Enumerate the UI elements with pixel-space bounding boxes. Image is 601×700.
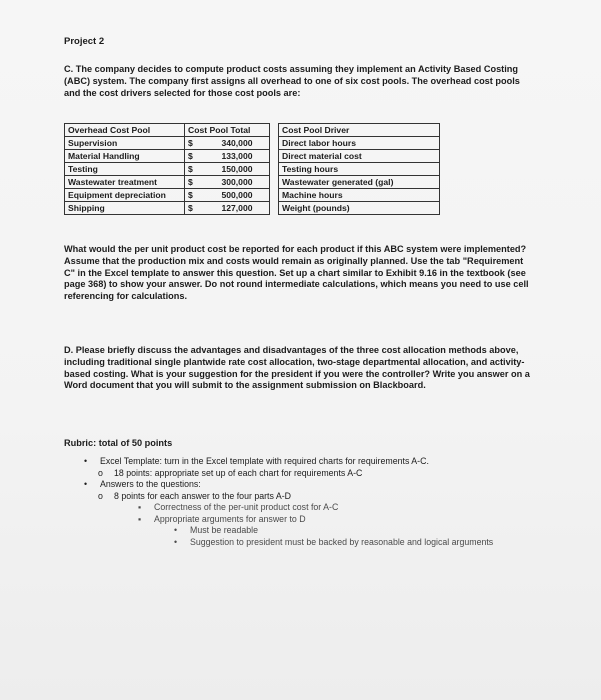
cell-driver: Wastewater generated (gal) xyxy=(279,176,440,189)
section-c-question: What would the per unit product cost be reported for each product if this ABC system were implemented? Assume that the production mix and costs would remain as originally planned. Use the tab "Requirement C" in the Excel template to answer this question. Set up a chart similar to Exhibit 9.16 in the textbook (see page 368) to show your answer. Do not round intermediate calculations, which means you need to use cell referencing for calculations. xyxy=(64,244,529,302)
table-spacer xyxy=(270,189,279,202)
cell-driver: Testing hours xyxy=(279,163,440,176)
list-item xyxy=(138,514,530,526)
list-item xyxy=(84,456,530,468)
cell-currency: $ xyxy=(185,189,206,202)
list-item xyxy=(98,468,530,480)
circle-bullet-icon: o xyxy=(98,467,103,478)
cell-total: 340,000 xyxy=(205,137,270,150)
list-item xyxy=(174,525,530,537)
table-spacer xyxy=(270,124,279,137)
cell-currency: $ xyxy=(185,150,206,163)
cell-currency: $ xyxy=(185,137,206,150)
table-spacer xyxy=(270,202,279,215)
cost-pool-table xyxy=(64,123,440,215)
cell-driver: Direct material cost xyxy=(279,150,440,163)
cell-driver: Weight (pounds) xyxy=(279,202,440,215)
cell-pool: Material Handling xyxy=(65,150,185,163)
cell-total: 500,000 xyxy=(205,189,270,202)
square-bullet-icon: ▪ xyxy=(138,502,142,512)
cell-total: 133,000 xyxy=(205,150,270,163)
cell-driver: Machine hours xyxy=(279,189,440,202)
cell-currency: $ xyxy=(185,163,206,176)
cell-driver: Direct labor hours xyxy=(279,137,440,150)
rubric-answers: Answers to the questions: xyxy=(100,479,201,489)
cell-currency: $ xyxy=(185,202,206,215)
cell-pool: Testing xyxy=(65,163,185,176)
header-cost-pool-driver: Cost Pool Driver xyxy=(279,124,440,137)
cell-currency: $ xyxy=(185,176,206,189)
rubric-title: Rubric: total of 50 points xyxy=(64,438,173,448)
table-spacer xyxy=(270,163,279,176)
circle-bullet-icon: o xyxy=(98,490,103,501)
bullet-icon: • xyxy=(84,456,88,466)
table-row xyxy=(65,137,440,150)
bullet-icon: • xyxy=(174,536,178,547)
list-item xyxy=(84,479,530,491)
bullet-icon: • xyxy=(84,479,88,489)
project-heading: Project 2 xyxy=(64,36,105,47)
table-row xyxy=(65,163,440,176)
header-cost-pool-total: Cost Pool Total xyxy=(185,124,270,137)
cell-total: 300,000 xyxy=(205,176,270,189)
rubric-list xyxy=(84,456,530,548)
rubric-excel: Excel Template: turn in the Excel template with required charts for requirements A-C. xyxy=(100,456,429,466)
rubric-excel-points: 18 points: appropriate set up of each chart for requirements A-C xyxy=(114,467,363,478)
section-d-text: D. Please briefly discuss the advantages and disadvantages of the three cost allocation methods above, including traditional single plantwide rate cost allocation, two-stage departmental allocation, and activity-based costing. What is your suggestion for the president if you were the controller? Write you answer on a Word document that you will submit to the assignment submission on Blackboard. xyxy=(64,345,530,391)
cell-total: 150,000 xyxy=(205,163,270,176)
table-spacer xyxy=(270,176,279,189)
list-item xyxy=(98,491,530,503)
section-c-intro: C. The company decides to compute product costs assuming they implement an Activity Based Costing (ABC) system. The company first assigns all overhead to one of six cost pools. The overhead cost pools and the cost drivers selected for those cost pools are: xyxy=(64,64,520,98)
table-spacer xyxy=(270,137,279,150)
list-item xyxy=(174,537,530,549)
table-spacer xyxy=(270,150,279,163)
table-row xyxy=(65,176,440,189)
list-item xyxy=(138,502,530,514)
cell-pool: Supervision xyxy=(65,137,185,150)
cell-pool: Wastewater treatment xyxy=(65,176,185,189)
rubric-suggestion: Suggestion to president must be backed by reasonable and logical arguments xyxy=(190,536,494,547)
table-row xyxy=(65,189,440,202)
square-bullet-icon: ▪ xyxy=(138,513,142,524)
rubric-arguments: Appropriate arguments for answer to D xyxy=(154,513,306,524)
cell-pool: Shipping xyxy=(65,202,185,215)
table-row xyxy=(65,150,440,163)
rubric-correctness: Correctness of the per-unit product cost for A-C xyxy=(154,502,339,512)
rubric-answers-points: 8 points for each answer to the four parts A-D xyxy=(114,490,292,501)
cell-pool: Equipment depreciation xyxy=(65,189,185,202)
cell-total: 127,000 xyxy=(205,202,270,215)
table-row xyxy=(65,202,440,215)
table-header-row xyxy=(65,124,440,137)
bullet-icon: • xyxy=(174,525,178,535)
header-overhead-cost-pool: Overhead Cost Pool xyxy=(65,124,185,137)
rubric-readable: Must be readable xyxy=(190,525,258,535)
